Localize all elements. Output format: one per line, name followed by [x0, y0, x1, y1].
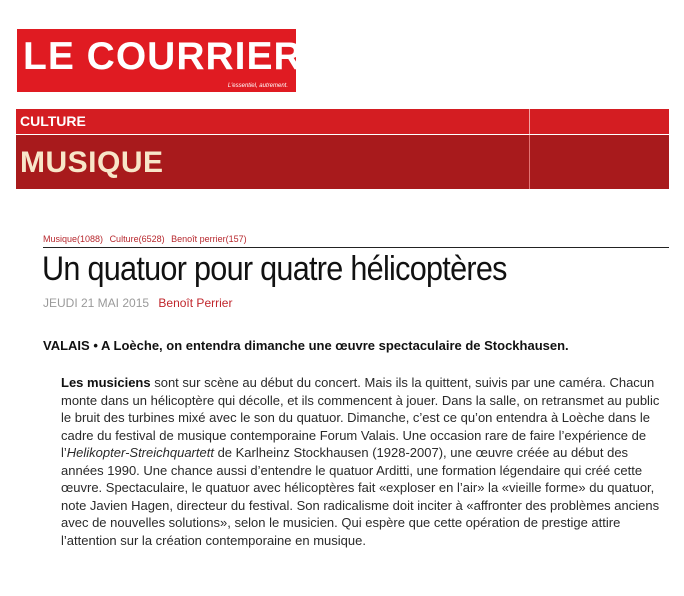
- section-category[interactable]: CULTURE: [20, 113, 86, 129]
- banner-divider: [529, 135, 530, 189]
- section-title[interactable]: MUSIQUE: [20, 146, 164, 179]
- article-lead: [43, 338, 569, 353]
- article-date: JEUDI 21 MAI 2015: [43, 296, 150, 310]
- lead-text: A Loèche, on entendra dimanche une œuvre spectaculaire de Stockhausen.: [101, 338, 569, 353]
- body-lede: Les musiciens: [61, 375, 151, 390]
- article-dateline: [43, 296, 232, 310]
- work-title: Helikopter-Streichquartett: [66, 445, 214, 460]
- body-text-part-2: de Karlheinz Stockhausen (1928-2007), une œuvre créée au début des années 1990. Une chance aussi d’entendre le quatuor Arditti, une formation légendaire qui créé cette œuvre. Spectaculaire, le quatuor avec hélicoptères fait «exploser en l’air» la «vieille forme» du quatuor, note Javien Hagen, directeur du festival. Son radicalisme doit inciter à «affronter des problèmes anciens avec de nouvelles solutions», selon le musicien. Qui espère que cette opération de prestige attire l’attention sur la création contemporaine en musique.: [61, 445, 660, 548]
- tag-link-author[interactable]: Benoît perrier(157): [171, 234, 247, 244]
- section-banner-top: [16, 109, 669, 134]
- le-courrier-logo[interactable]: [17, 29, 303, 92]
- lead-separator: •: [89, 338, 102, 353]
- banner-divider: [529, 109, 530, 134]
- logo-tagline: L'essentiel, autrement.: [227, 83, 288, 89]
- tag-link-musique[interactable]: Musique(1088): [43, 234, 104, 244]
- lead-region: VALAIS: [43, 338, 90, 353]
- logo-wordmark: LE COURRIER: [23, 35, 303, 78]
- article-body: [61, 374, 671, 549]
- article-tags: [43, 234, 251, 244]
- tags-divider: [43, 247, 669, 248]
- author-link[interactable]: Benoît Perrier: [158, 296, 233, 310]
- tag-link-culture[interactable]: Culture(6528): [109, 234, 165, 244]
- body-text-part-1: sont sur scène au début du concert. Mais ils la quittent, suivis par une caméra. Chacun monte dans un hélicoptère qui décolle, et ils commencent à jouer. Dans la salle, on retransmet au public le bruit des turbines mixé avec le son du quatuor. Dimanche, c’est ce qu’on entendra à Loèche dans le cadre du festival de musique contemporaine Forum Valais. Une occasion rare de faire l’expérience de l’: [61, 375, 660, 460]
- article-headline: Un quatuor pour quatre hélicoptères: [42, 250, 507, 288]
